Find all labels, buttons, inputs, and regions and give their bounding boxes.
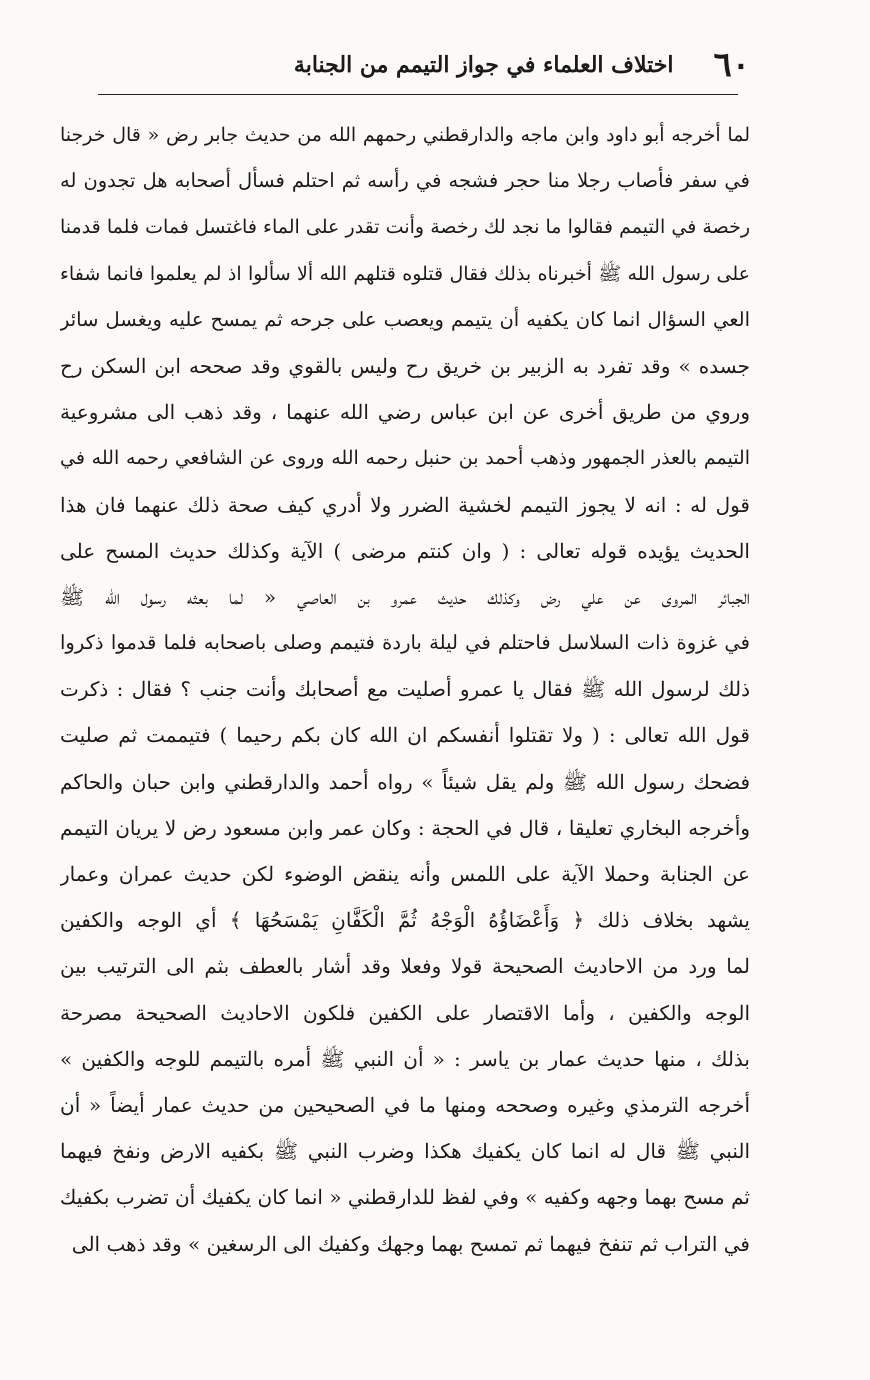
text-line: فضحك رسول الله ﷺ ولم يقل شيئاً » رواه أحمد والدارقطني وابن حبان والحاكم — [60, 769, 750, 794]
text-line: جسده » وقد تفرد به الزبير بن خريق رح وليس بالقوي وقد صححه ابن السكن رح — [60, 353, 750, 378]
text-line: في سفر فأصاب رجلا منا حجر فشجه في رأسه ثم احتلم فسأل أصحابه هل تجدون له — [60, 169, 750, 193]
text-line: في التراب ثم تنفخ فيهما ثم تمسح بهما وجهك وكفيك الى الرسغين » وقد ذهب الى — [71, 1231, 750, 1256]
text-line: أخرجه الترمذي وغيره وصححه ومنها ما في الصحيحين من حديث عمار أيضاً « أن — [60, 1092, 750, 1117]
text-line: لما أخرجه أبو داود وابن ماجه والدارقطني رحمهم الله من حديث جابر رض « قال خرجنا — [60, 124, 750, 146]
text-line: لما ورد من الاحاديث الصحيحة قولا وفعلا وقد أشار بالعطف بثم الى الترتيب بين — [60, 954, 750, 979]
text-line: الوجه والكفين ، وأما الاقتصار على الكفين فلكون الاحاديث الصحيحة مصرحة — [60, 1000, 750, 1025]
text-line: العي السؤال انما كان يكفيه أن يتيمم ويعصب على جرحه ثم يمسح عليه ويغسل سائر — [60, 307, 750, 331]
text-line: التيمم بالعذر الجمهور وذهب أحمد بن حنبل رحمه الله وروى عن الشافعي رحمه الله في — [60, 447, 750, 470]
text-line: وأخرجه البخاري تعليقا ، قال في الحجة : وكان عمر وابن مسعود رض لا يريان التيمم — [60, 815, 750, 840]
text-line: قول له : انه لا يجوز التيمم لخشية الضرر ولا أدري كيف صحة ذلك عنهما فان هذا — [60, 492, 750, 517]
text-line: رخصة في التيمم فقالوا ما نجد لك رخصة وأنت تقدر على الماء فاغتسل فمات فلما قدمنا — [60, 216, 750, 239]
text-line: على رسول الله ﷺ أخبرناه بذلك فقال قتلوه قتلهم الله ألا سألوا اذ لم يعلموا فانما شفاء — [60, 262, 750, 285]
text-line: الحديث يؤيده قوله تعالى : ( وان كنتم مرضى ) الآية وكذلك حديث المسح على — [60, 538, 750, 563]
page-number: ٦٠ — [713, 45, 750, 85]
text-line: ثم مسح بهما وجهه وكفيه » وفي لفظ للدارقطني « انما كان يكفيك أن تضرب بكفيك — [60, 1185, 750, 1210]
text-line: ذلك لرسول الله ﷺ فقال يا عمرو أصليت مع أصحابك وأنت جنب ؟ فقال : ذكرت — [60, 677, 750, 702]
text-line: النبي ﷺ قال له انما كان يكفيك هكذا وضرب النبي ﷺ بكفيه الارض ونفخ فيهما — [60, 1139, 750, 1164]
text-line: الجبائر المروى عن علي رض وكذلك حديث عمرو بن العاصي « لما بعثه رسول الله ﷺ — [60, 584, 750, 609]
text-line: بذلك ، منها حديث عمار بن ياسر : « أن النبي ﷺ أمره بالتيمم للوجه والكفين » — [60, 1046, 750, 1071]
page-header — [60, 40, 750, 90]
header-rule — [98, 94, 738, 95]
running-title: اختلاف العلماء في جواز التيمم من الجنابة — [293, 52, 674, 78]
text-line: يشهد بخلاف ذلك ﴿ وَأَعْضَاؤُهُ الْوَجْهُ ثُمَّ الْكَفَّانِ يَمْسَحُهَا ﴾ أي الوجه والكفين — [60, 908, 750, 933]
body-text — [60, 112, 750, 1267]
text-line: قول الله تعالى : ( ولا تقتلوا أنفسكم ان الله كان بكم رحيما ) فتيممت ثم صليت — [60, 723, 750, 748]
text-line: وروي من طريق أخرى عن ابن عباس رضي الله عنهما ، وقد ذهب الى مشروعية — [60, 400, 750, 425]
text-line: عن الجنابة وحملا الآية على اللمس وأنه ينقض الوضوء لكن حديث عمران وعمار — [60, 862, 750, 886]
text-line: في غزوة ذات السلاسل فاحتلم في ليلة باردة فتيمم وصلى باصحابه فلما قدموا ذكروا — [60, 631, 750, 655]
